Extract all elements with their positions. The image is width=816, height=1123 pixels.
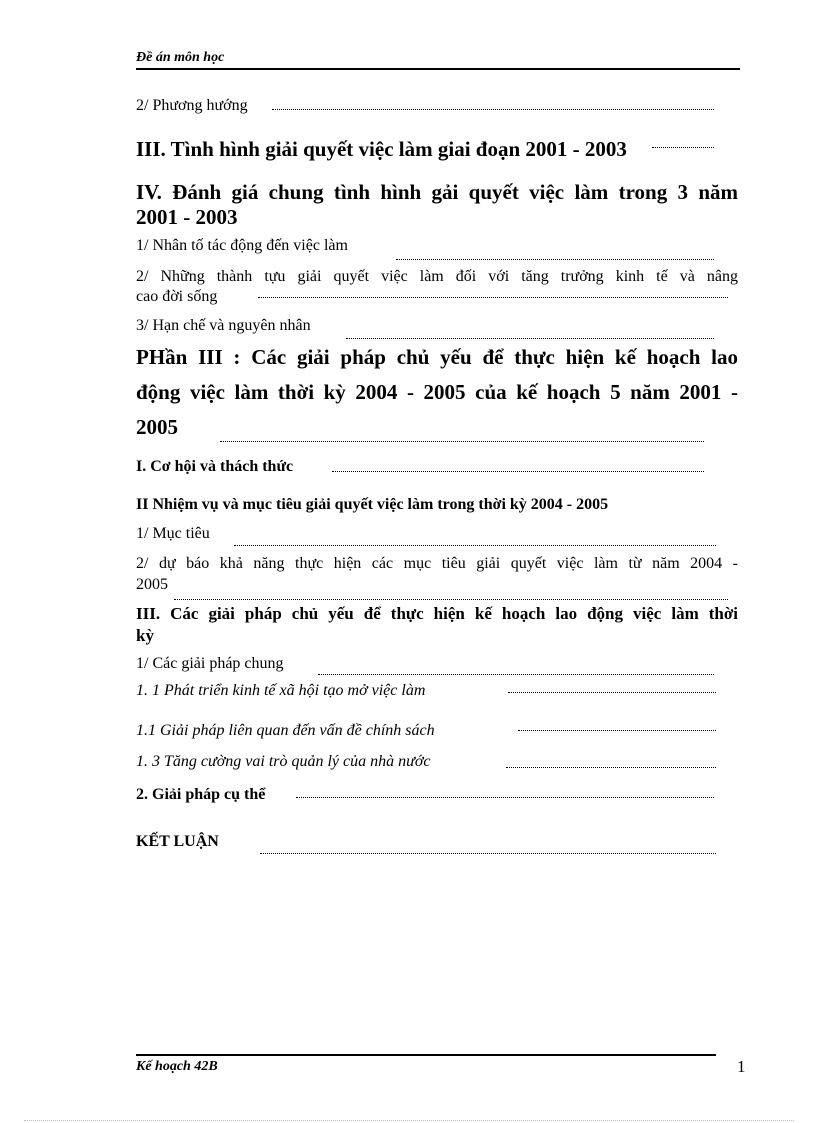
page-number: 1 <box>737 1057 746 1076</box>
toc-section: II Nhiệm vụ và mục tiêu giải quyết việc làm trong thời kỳ 2004 - 2005 <box>136 496 609 513</box>
toc-leader <box>396 259 714 260</box>
toc-leader <box>346 338 714 339</box>
toc-subentry: 1.1 Giải pháp liên quan đến vấn đề chính sách <box>136 722 435 739</box>
toc-leader <box>258 297 728 298</box>
toc-leader <box>174 599 728 600</box>
toc-leader <box>272 109 714 110</box>
toc-heading: IV. Đánh giá chung tình hình gải quyết việc làm trong 3 năm <box>136 180 738 204</box>
toc-heading: PHần III : Các giải pháp chủ yếu để thực hiện kế hoạch lao <box>136 345 738 369</box>
toc-section: 2. Giải pháp cụ thể <box>136 786 266 803</box>
toc-leader <box>508 692 716 693</box>
toc-entry: 2/ dự báo khả năng thực hiện các mục tiêu giải quyết việc làm từ năm 2004 - <box>136 555 738 572</box>
toc-entry: 2005 <box>136 576 168 593</box>
page-edge-divider <box>24 1120 794 1121</box>
toc-section: III. Các giải pháp chủ yếu để thực hiện kế hoạch lao động việc làm thời <box>136 604 738 623</box>
footer-rule <box>136 1054 716 1056</box>
toc-heading: III. Tình hình giải quyết việc làm giai đoạn 2001 - 2003 <box>136 137 627 161</box>
running-header: Đề án môn học <box>136 50 225 65</box>
toc-leader <box>518 730 716 731</box>
toc-entry: 1/ Mục tiêu <box>136 525 210 542</box>
toc-heading: động việc làm thời kỳ 2004 - 2005 của kế hoạch 5 năm 2001 - <box>136 380 738 404</box>
toc-leader <box>296 797 714 798</box>
toc-leader <box>332 471 704 472</box>
toc-section: kỳ <box>136 626 154 645</box>
toc-entry: 2/ Những thành tựu giải quyết việc làm đối với tăng trưởng kinh tế và nâng <box>136 268 738 285</box>
toc-subentry: 1. 3 Tăng cường vai trò quản lý của nhà nước <box>136 753 431 770</box>
toc-subentry: 1. 1 Phát triển kinh tế xã hội tạo mở việc làm <box>136 682 426 699</box>
toc-section: KẾT LUẬN <box>136 833 219 850</box>
toc-leader <box>652 147 714 148</box>
toc-heading: 2005 <box>136 415 178 439</box>
toc-entry: 1/ Nhân tố tác động đến việc làm <box>136 237 348 254</box>
header-rule <box>136 68 740 70</box>
toc-leader <box>318 674 714 675</box>
toc-leader <box>260 853 716 854</box>
toc-entry: cao đời sống <box>136 288 218 305</box>
toc-entry: 2/ Phương hướng <box>136 97 248 114</box>
toc-entry: 1/ Các giải pháp chung <box>136 655 284 672</box>
running-footer: Kế hoạch 42B <box>136 1059 218 1074</box>
toc-leader <box>234 545 716 546</box>
toc-leader <box>220 441 704 442</box>
toc-leader <box>506 767 716 768</box>
toc-entry: 3/ Hạn chế và nguyên nhân <box>136 317 311 334</box>
toc-heading: 2001 - 2003 <box>136 205 238 229</box>
toc-section: I. Cơ hội và thách thức <box>136 458 294 475</box>
